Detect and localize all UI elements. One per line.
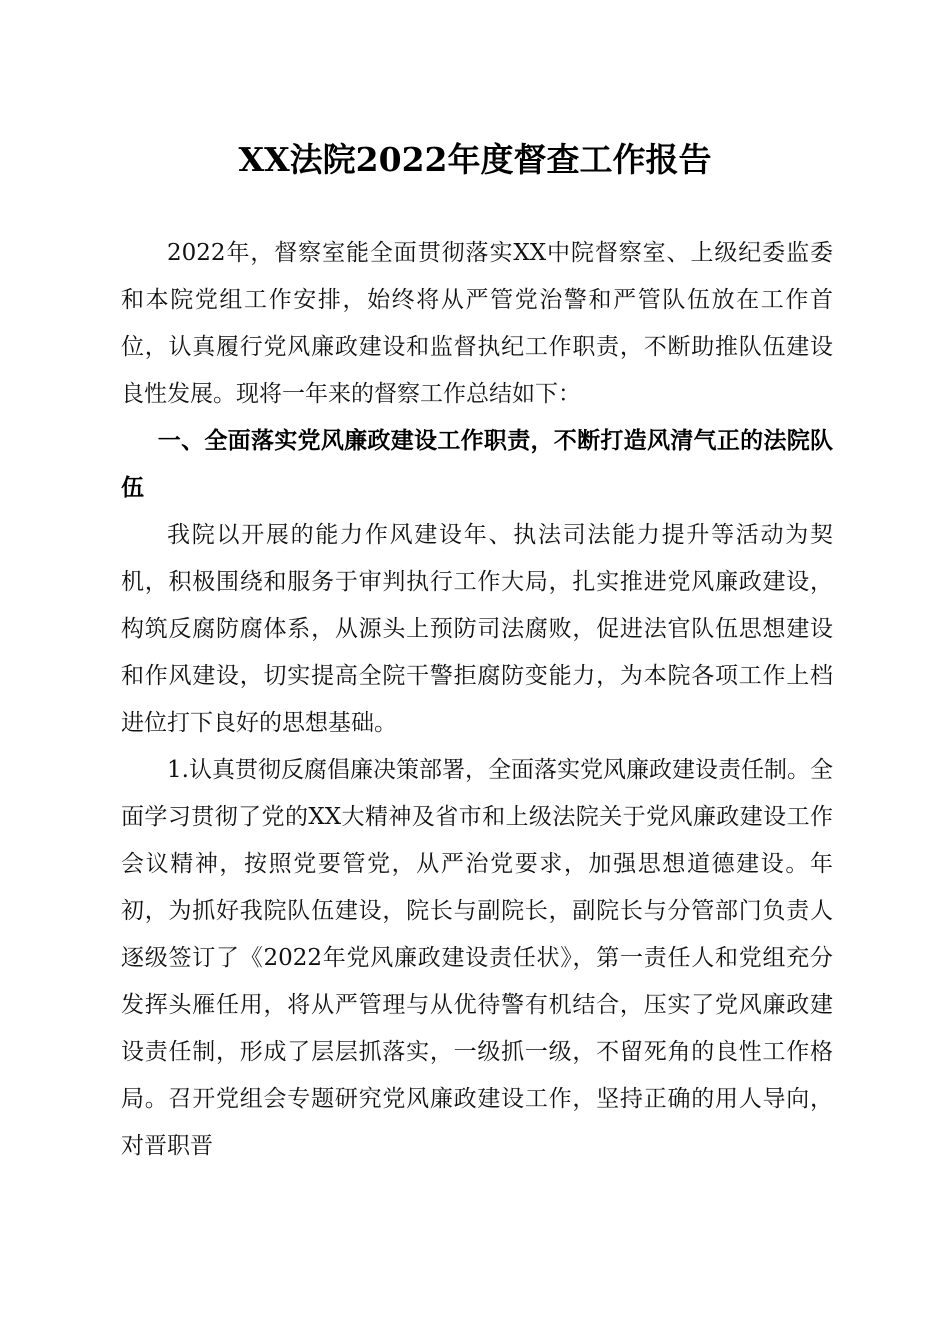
item-1-paragraph: 1.认真贯彻反腐倡廉决策部署，全面落实党风廉政建设责任制。全面学习贯彻了党的XX大精神及省市和上级法院关于党风廉政建设工作会议精神，按照党要管党，从严治党要求，加强思想道德建设。年初，为抓好我院队伍建设，院长与副院长，副院长与分管部门负责人逐级签订了《2022年党风廉政建设责任状》，第一责任人和党组充分发挥头雁任用，将从严管理与从优待警有机结合，压实了党风廉政建设责任制，形成了层层抓落实，一级抓一级，不留死角的良性工作格局。召开党组会专题研究党风廉政建设工作，坚持正确的用人导向，对晋职晋 bbox=[121, 757, 833, 1159]
document-body bbox=[121, 230, 833, 1170]
intro-paragraph: 2022年，督察室能全面贯彻落实XX中院督察室、上级纪委监委和本院党组工作安排，始终将从严管党治警和严管队伍放在工作首位，认真履行党风廉政建设和监督执纪工作职责，不断助推队伍建设良性发展。现将一年来的督察工作总结如下： bbox=[121, 240, 833, 407]
section-heading-1: 一、全面落实党风廉政建设工作职责，不断打造风清气正的法院队伍 bbox=[121, 428, 833, 501]
section-1-paragraph: 我院以开展的能力作风建设年、执法司法能力提升等活动为契机，积极围绕和服务于审判执行工作大局，扎实推进党风廉政建设，构筑反腐防腐体系，从源头上预防司法腐败，促进法官队伍思想建设和作风建设，切实提高全院干警拒腐防变能力，为本院各项工作上档进位打下良好的思想基础。 bbox=[121, 522, 833, 736]
document-title: XX法院2022年度督查工作报告 bbox=[238, 140, 712, 179]
